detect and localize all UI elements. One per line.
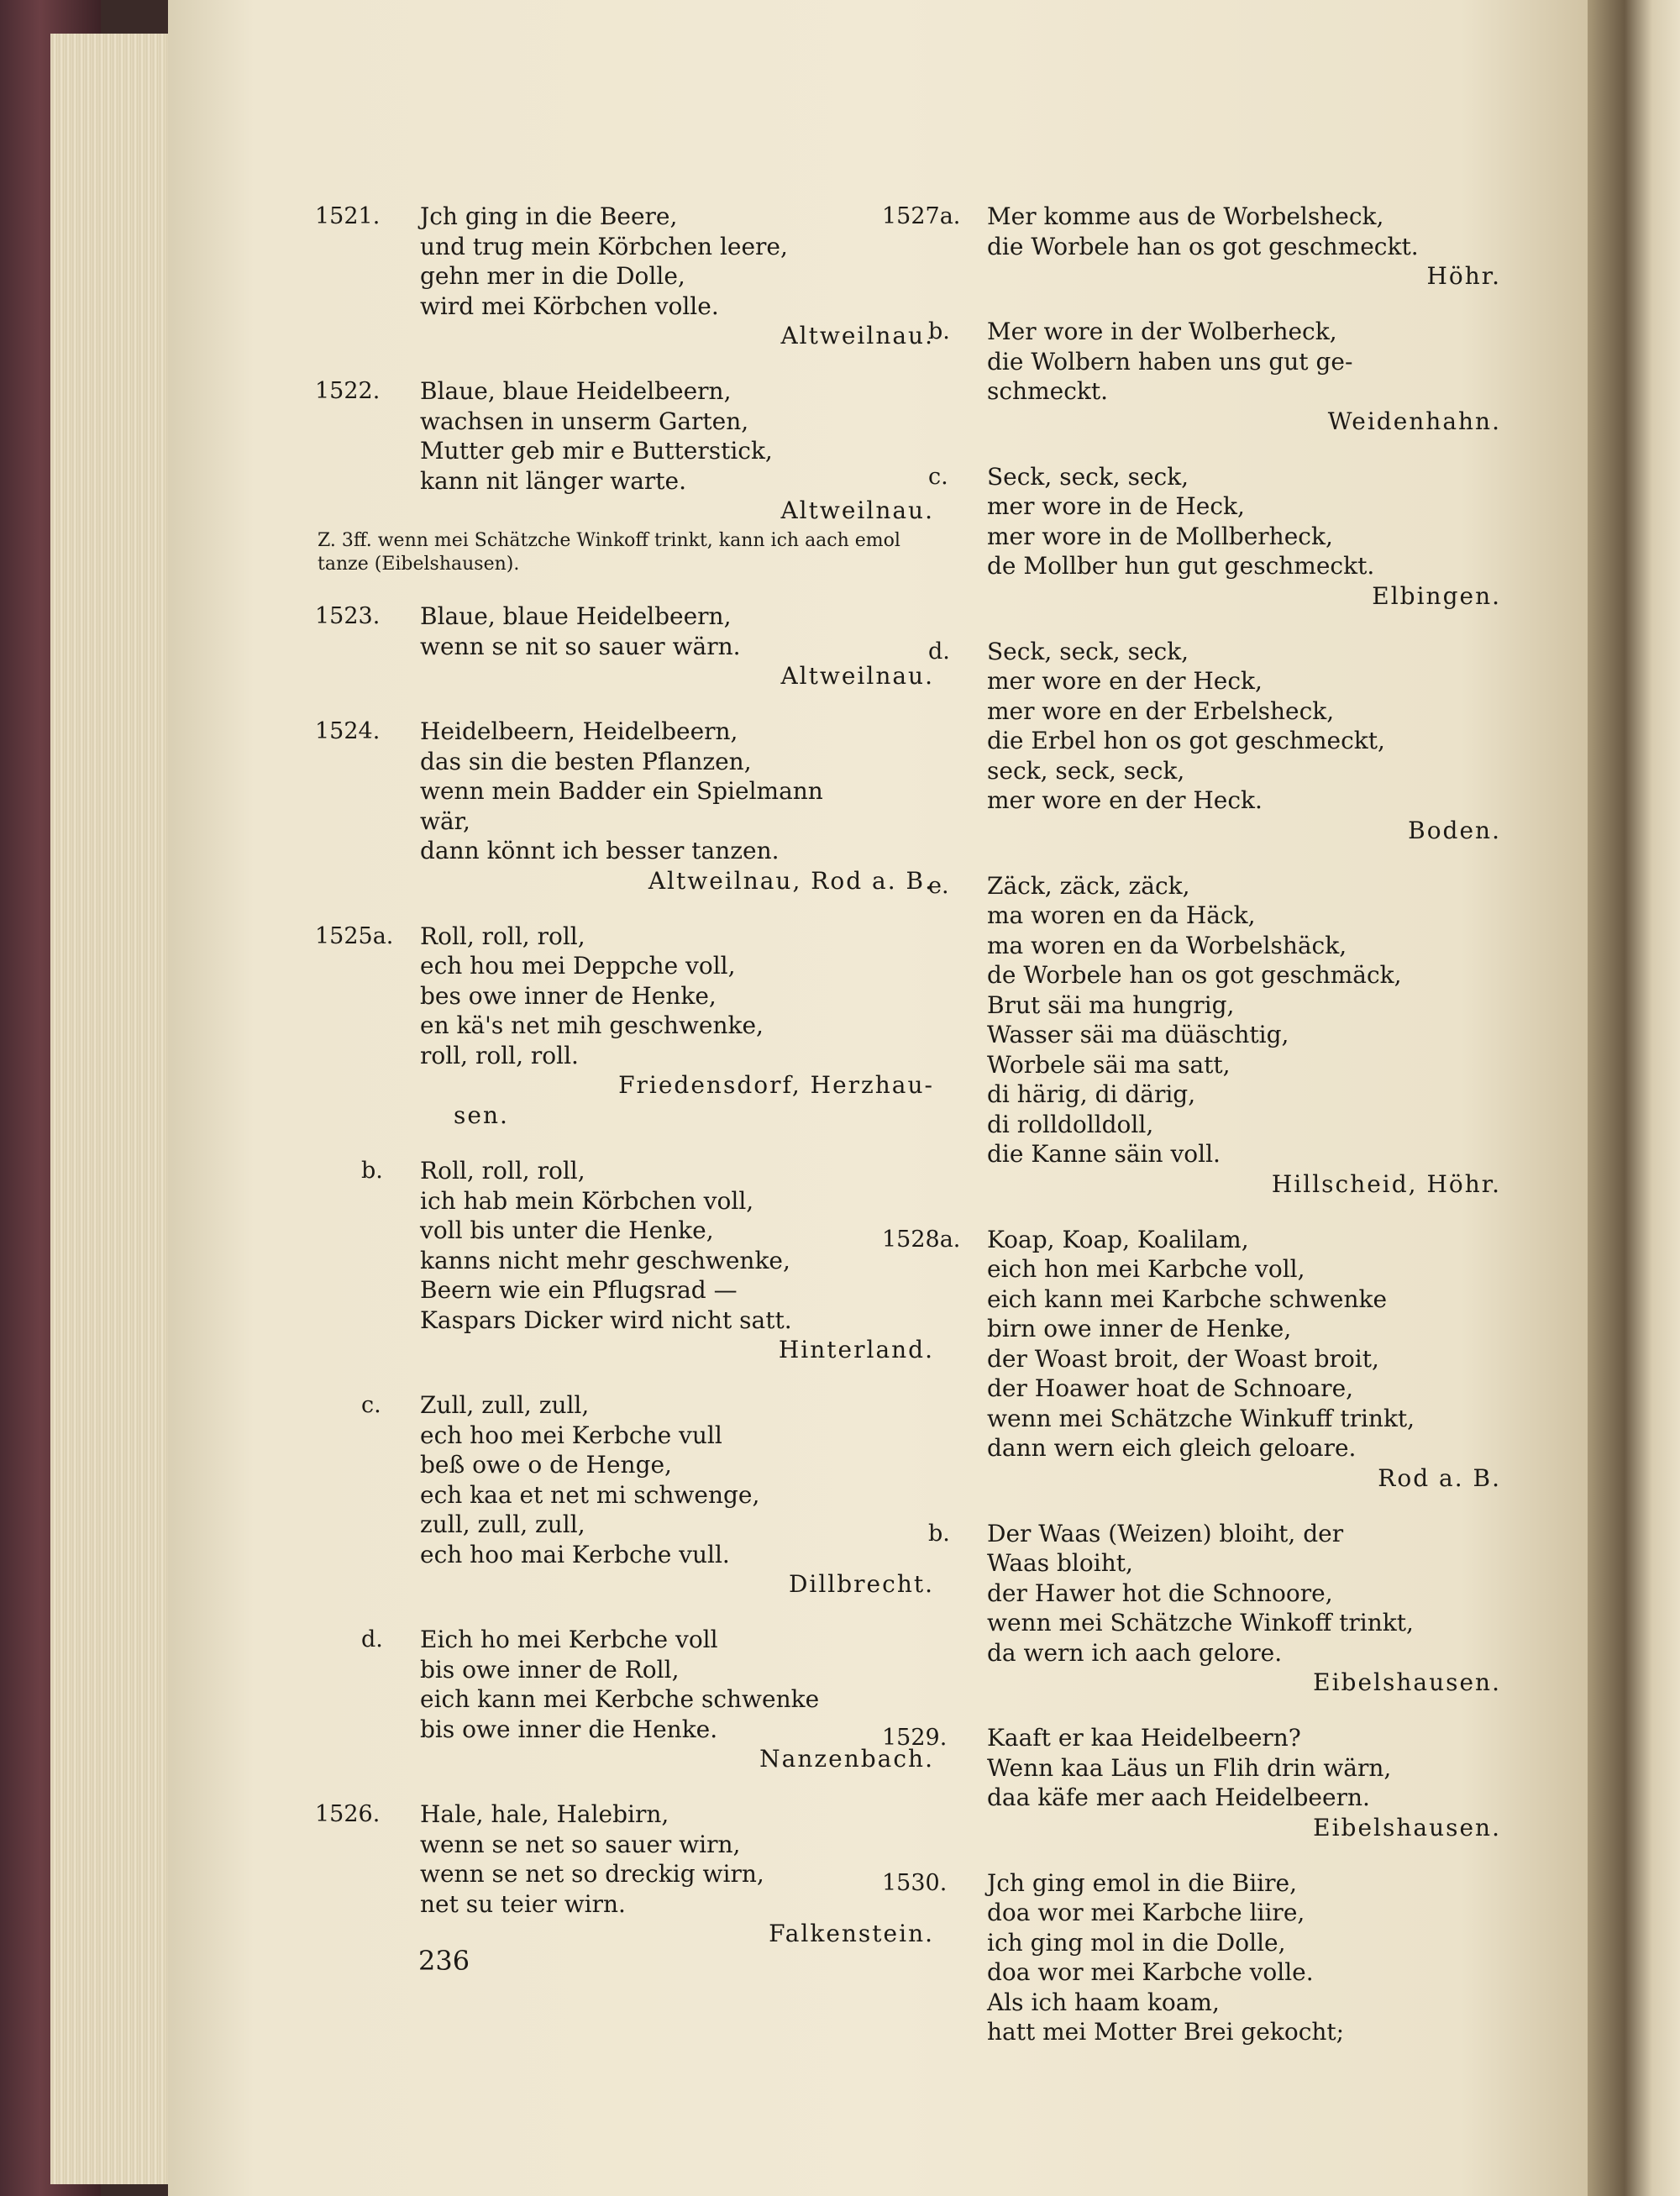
verse-source: Eibelshausen. <box>1313 1668 1501 1696</box>
verse-source: Altweilnau. <box>780 662 934 690</box>
verse-line: wachsen in unserm Garten, <box>420 407 749 435</box>
verse-line: ich ging mol in die Dolle, <box>987 1928 1286 1957</box>
verse-source: Eibelshausen. <box>1313 1813 1501 1841</box>
verse-line: das sin die besten Pflanzen, <box>420 747 752 775</box>
verse-number: d. <box>928 638 950 665</box>
verse-line: Jch ging emol in die Biire, <box>987 1868 1297 1897</box>
verse-source: Altweilnau. <box>780 496 934 524</box>
verse-line: beß owe o de Henge, <box>420 1451 672 1479</box>
verse-line: wenn se net so sauer wirn, <box>420 1830 741 1858</box>
page-number: 236 <box>418 1945 470 1977</box>
verse-source: Hillscheid, Höhr. <box>1271 1169 1501 1198</box>
verse-line: Mer komme aus de Worbelsheck, <box>987 202 1384 230</box>
verse-line: schmeckt. <box>987 377 1109 405</box>
verse-line: mer wore in de Heck, <box>987 492 1245 520</box>
verse-source: Falkenstein. <box>769 1920 934 1947</box>
verse-line: wird mei Körbchen volle. <box>420 292 719 320</box>
verse-line: di härig, di därig, <box>987 1080 1196 1108</box>
verse-line: wenn mei Schätzche Winkoff trinkt, <box>987 1609 1414 1636</box>
verse-line: de Mollber hun gut geschmeckt. <box>987 552 1375 580</box>
verse-number: 1527a. <box>882 203 961 229</box>
verse-number: 1526. <box>315 1801 381 1827</box>
verse-note: Z. 3ff. wenn mei Schätzche Winkoff trinkt, kann ich aach emol tanze (Eibelshausen). <box>318 530 900 575</box>
verse-line: mer wore en der Erbelsheck, <box>987 696 1335 725</box>
verse-number: 1529. <box>882 1725 948 1751</box>
verse-entry <box>928 637 1508 846</box>
verse-line: daa käfe mer aach Heidelbeern. <box>987 1784 1370 1811</box>
verse-entry <box>315 602 941 691</box>
verse-line: bis owe inner de Roll, <box>420 1655 680 1684</box>
verse-number: e. <box>928 872 949 899</box>
verse-entry <box>882 1723 1508 1843</box>
verse-line: wenn se nit so sauer wärn. <box>420 632 741 660</box>
verse-line: Mer wore in der Wolberheck, <box>987 318 1337 345</box>
verse-line: eich kann mei Karbche schwenke <box>987 1285 1388 1313</box>
verse-line: Eich ho mei Kerbche voll <box>420 1626 718 1653</box>
verse-source: Weidenhahn. <box>1327 407 1501 435</box>
verse-line: ech kaa et net mi schwenge, <box>420 1480 760 1509</box>
verse-line: der Woast broit, der Woast broit, <box>987 1344 1379 1373</box>
verse-line: doa wor mei Karbche liire, <box>987 1899 1305 1926</box>
verse-line: Blaue, blaue Heidelbeern, <box>420 602 732 630</box>
verse-entry <box>882 202 1508 292</box>
verse-line: eich hon mei Karbche voll, <box>987 1255 1305 1283</box>
verse-line: Seck, seck, seck, <box>987 462 1189 491</box>
verse-number: c. <box>928 463 948 490</box>
verse-entry <box>315 717 941 896</box>
verse-number: b. <box>361 1158 383 1184</box>
verse-line: der Hoawer hoat de Schnoare, <box>987 1374 1354 1402</box>
verse-line: wenn se net so dreckig wirn, <box>420 1860 764 1888</box>
verse-line: de Worbele han os got geschmäck, <box>987 961 1402 989</box>
verse-source: Rod a. B. <box>1378 1463 1501 1492</box>
verse-line: net su teier wirn. <box>420 1889 626 1918</box>
verse-entry <box>928 1519 1508 1699</box>
verse-line: ma woren en da Worbelshäck, <box>987 931 1347 959</box>
verse-entry <box>361 1390 941 1600</box>
verse-source-continued: sen. <box>454 1101 509 1129</box>
verse-line: Hale, hale, Halebirn, <box>420 1800 669 1828</box>
verse-source: Altweilnau, Rod a. B. <box>648 866 934 895</box>
verse-line: dann wern eich gleich geloare. <box>987 1434 1357 1462</box>
verse-line: Koap, Koap, Koalilam, <box>987 1225 1249 1253</box>
verse-number: d. <box>361 1626 383 1652</box>
verse-entry <box>928 462 1508 612</box>
verse-line: ech hou mei Deppche voll, <box>420 952 736 980</box>
verse-line: bes owe inner de Henke, <box>420 981 717 1010</box>
verse-line: wär, <box>420 806 470 835</box>
verse-entry <box>315 376 941 576</box>
verse-number: 1523. <box>315 603 381 629</box>
verse-line: mer wore en der Heck, <box>987 667 1263 695</box>
verse-source: Hinterland. <box>778 1336 934 1363</box>
verse-source: Elbingen. <box>1372 581 1501 610</box>
verse-line: Roll, roll, roll, <box>420 1157 585 1185</box>
verse-line: ma woren en da Häck, <box>987 901 1256 929</box>
verse-entry <box>315 202 941 351</box>
verse-line: ech hoo mei Kerbche vull <box>420 1421 722 1449</box>
verse-line: Seck, seck, seck, <box>987 637 1189 665</box>
verse-entry <box>361 1625 941 1774</box>
verse-line: birn owe inner de Henke, <box>987 1315 1292 1342</box>
verse-line: Kaaft er kaa Heidelbeern? <box>987 1724 1301 1752</box>
verse-entry <box>315 922 941 1132</box>
verse-line: Kaspars Dicker wird nicht satt. <box>420 1306 792 1334</box>
verse-line: doa wor mei Karbche volle. <box>987 1958 1314 1986</box>
verse-entry <box>882 1868 1508 2047</box>
verse-line: kann nit länger warte. <box>420 466 686 495</box>
verse-line: Worbele säi ma satt, <box>987 1050 1231 1079</box>
verse-number: 1530. <box>882 1869 948 1896</box>
verse-line: Als ich haam koam, <box>987 1988 1220 2016</box>
verse-line: die Worbele han os got geschmeckt. <box>987 232 1419 260</box>
verse-line: wenn mei Schätzche Winkuff trinkt, <box>987 1404 1415 1432</box>
verse-number: c. <box>361 1392 381 1418</box>
verse-line: Wenn kaa Läus un Flih drin wärn, <box>987 1753 1392 1782</box>
verse-source: Dillbrecht. <box>788 1570 934 1598</box>
verse-line: und trug mein Körbchen leere, <box>420 232 788 260</box>
verse-line: wenn mein Badder ein Spielmann <box>420 777 823 805</box>
verse-entry <box>315 1799 941 1949</box>
verse-line: Wasser säi ma düäschtig, <box>987 1021 1289 1048</box>
verse-line: mer wore en der Heck. <box>987 786 1263 814</box>
verse-source: Friedensdorf, Herzhau- <box>618 1071 934 1099</box>
verse-line: Blaue, blaue Heidelbeern, <box>420 377 732 405</box>
verse-number: b. <box>928 1520 950 1547</box>
verse-entry <box>882 1225 1508 1494</box>
verse-line: Mutter geb mir e Butterstick, <box>420 437 773 465</box>
book-gutter <box>1588 0 1680 2196</box>
verse-entry <box>361 1156 941 1365</box>
verse-line: zull, zull, zull, <box>420 1510 585 1538</box>
verse-line: roll, roll, roll. <box>420 1041 579 1069</box>
verse-line: hatt mei Motter Brei gekocht; <box>987 2018 1345 2046</box>
verse-line: Jch ging in die Beere, <box>420 202 678 230</box>
verse-entry <box>928 871 1508 1200</box>
verse-source: Höhr. <box>1426 262 1501 290</box>
verse-line: kanns nicht mehr geschwenke, <box>420 1246 790 1274</box>
verse-line: en kä's net mih geschwenke, <box>420 1011 764 1039</box>
right-column <box>882 202 1508 2073</box>
verse-line: die Wolbern haben uns gut ge- <box>987 347 1353 376</box>
verse-number: 1524. <box>315 718 381 744</box>
verse-line: Beern wie ein Pflugsrad — <box>420 1276 738 1304</box>
verse-line: dann könnt ich besser tanzen. <box>420 837 780 864</box>
verse-line: Brut säi ma hungrig, <box>987 990 1235 1019</box>
verse-line: Zull, zull, zull, <box>420 1391 590 1419</box>
verse-line: ich hab mein Körbchen voll, <box>420 1186 754 1215</box>
verse-source: Nanzenbach. <box>759 1745 934 1773</box>
verse-line: ech hoo mai Kerbche vull. <box>420 1540 730 1568</box>
verse-line: da wern ich aach gelore. <box>987 1638 1283 1667</box>
verse-line: mer wore in de Mollberheck, <box>987 522 1333 550</box>
verse-source: Boden. <box>1408 816 1501 844</box>
verse-number: 1525a. <box>315 922 394 949</box>
verse-line: gehn mer in die Dolle, <box>420 262 685 290</box>
verse-line: bis owe inner die Henke. <box>420 1715 718 1743</box>
left-column <box>315 202 941 1974</box>
verse-line: die Kanne säin voll. <box>987 1140 1221 1168</box>
verse-line: eich kann mei Kerbche schwenke <box>420 1685 820 1713</box>
verse-number: 1521. <box>315 203 381 229</box>
verse-number: b. <box>928 318 950 344</box>
verse-line: seck, seck, seck, <box>987 756 1185 785</box>
verse-line: Waas bloiht, <box>987 1549 1133 1577</box>
verse-number: 1522. <box>315 378 381 404</box>
verse-line: Heidelbeern, Heidelbeern, <box>420 717 738 745</box>
verse-number: 1528a. <box>882 1226 961 1253</box>
verse-entry <box>928 317 1508 437</box>
verse-line: Roll, roll, roll, <box>420 922 585 950</box>
verse-line: di rolldolldoll, <box>987 1110 1154 1138</box>
verse-line: voll bis unter die Henke, <box>420 1216 714 1244</box>
verse-source: Altweilnau. <box>780 322 934 349</box>
verse-line: der Hawer hot die Schnoore, <box>987 1579 1333 1607</box>
verse-line: Zäck, zäck, zäck, <box>987 871 1190 900</box>
verse-line: Der Waas (Weizen) bloiht, der <box>987 1519 1344 1547</box>
verse-line: die Erbel hon os got geschmeckt, <box>987 727 1385 754</box>
